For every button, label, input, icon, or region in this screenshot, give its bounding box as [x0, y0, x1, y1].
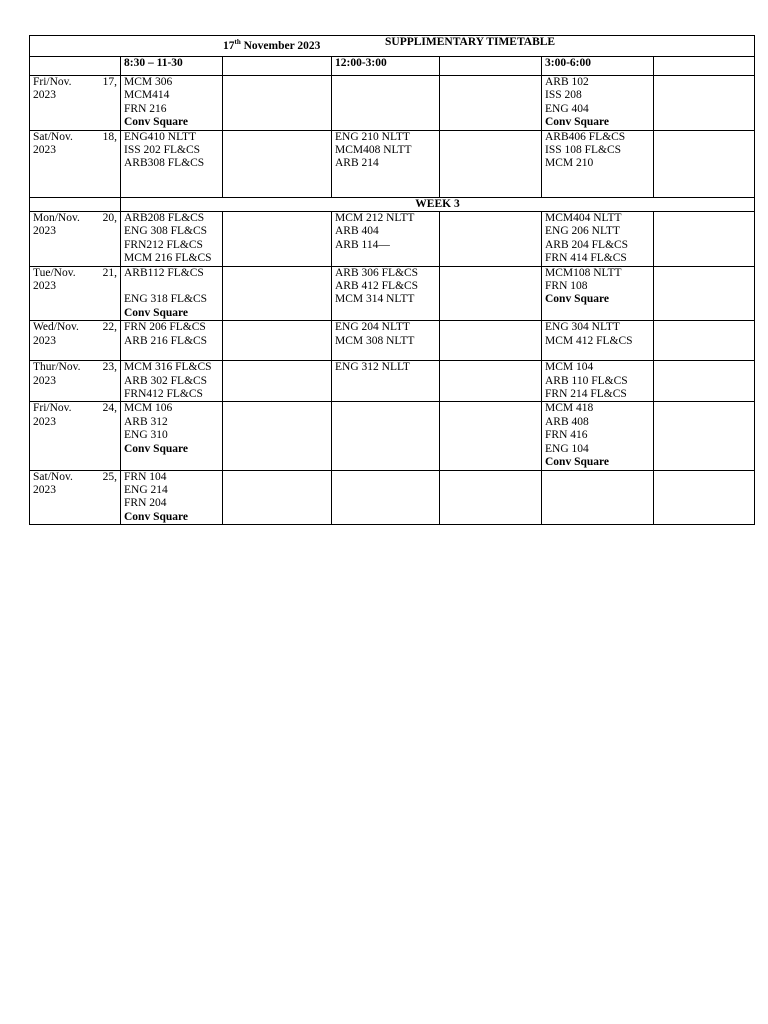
- morning-cell: [121, 470, 223, 525]
- course-line: FRN 416: [545, 429, 588, 442]
- course-line: FRN 206 FL&CS: [124, 321, 206, 334]
- day-date: 17,: [102, 76, 117, 88]
- table-row: [30, 361, 755, 402]
- blank-cell: [440, 76, 542, 131]
- course-line: ENG 104: [545, 442, 589, 455]
- course-line: ENG 308 FL&CS: [124, 225, 208, 238]
- morning-cell: [121, 361, 223, 402]
- table-row: [30, 212, 755, 267]
- day-year: 2023: [33, 334, 56, 347]
- course-line: FRN 204: [124, 497, 167, 510]
- day-date: 25,: [102, 470, 117, 483]
- blank-cell: [223, 361, 332, 402]
- blank-cell: [654, 402, 755, 470]
- course-line: Conv Square: [124, 442, 189, 455]
- table-row: [30, 402, 755, 470]
- day-date: 21,: [102, 266, 117, 279]
- course-line: ENG 404: [545, 102, 589, 115]
- afternoon-cell: [332, 212, 440, 267]
- evening-cell: [542, 361, 654, 402]
- day-cell: [30, 402, 121, 470]
- table-row: [30, 321, 755, 361]
- course-line: ENG 204 NLTT: [335, 321, 410, 334]
- course-line: ARB 408: [545, 415, 589, 428]
- title-name: SUPPLIMENTARY TIMETABLE: [385, 36, 556, 48]
- day-date: 24,: [102, 402, 117, 415]
- course-line: ARB 204 FL&CS: [545, 238, 629, 251]
- day-cell: [30, 266, 121, 321]
- course-line: ENG410 NLTT: [124, 130, 197, 143]
- header-morning: 8:30 – 11-30: [121, 57, 223, 76]
- course-line: MCM 306: [124, 76, 173, 88]
- course-line: Conv Square: [545, 456, 610, 469]
- day-cell: [30, 212, 121, 267]
- afternoon-cell: [332, 130, 440, 197]
- evening-cell: [542, 266, 654, 321]
- day-year: 2023: [33, 144, 56, 157]
- course-line: MCM414: [124, 89, 170, 102]
- day-year: 2023: [33, 89, 56, 102]
- day-name: Mon/Nov.: [33, 212, 80, 225]
- day-name: Sat/Nov.: [33, 130, 73, 143]
- day-year: 2023: [33, 415, 56, 428]
- blank-cell: [223, 321, 332, 361]
- blank-cell: [223, 402, 332, 470]
- day-year: 2023: [33, 225, 56, 238]
- course-line: MCM 106: [124, 402, 173, 415]
- day-year: 2023: [33, 483, 56, 496]
- course-line: ARB406 FL&CS: [545, 130, 626, 143]
- course-line: FRN 108: [545, 280, 588, 293]
- day-date: 18,: [102, 130, 117, 143]
- day-year: 2023: [33, 374, 56, 387]
- morning-cell: [121, 130, 223, 197]
- blank-cell: [30, 197, 121, 211]
- blank-cell: [440, 402, 542, 470]
- course-line: ISS 108 FL&CS: [545, 144, 622, 157]
- course-line: ENG 318 FL&CS: [124, 293, 208, 306]
- course-line: Conv Square: [545, 293, 610, 306]
- week-row: [30, 197, 755, 211]
- course-line: MCM 212 NLTT: [335, 212, 415, 225]
- title-date: 17th November 2023: [223, 38, 321, 52]
- course-line: ARB 110 FL&CS: [545, 374, 628, 387]
- table-row: [30, 130, 755, 197]
- course-line: ARB 302 FL&CS: [124, 374, 208, 387]
- morning-cell: [121, 321, 223, 361]
- morning-cell: [121, 402, 223, 470]
- header-blank: [30, 57, 121, 76]
- blank-cell: [223, 212, 332, 267]
- header-blank: [654, 57, 755, 76]
- blank-cell: [654, 130, 755, 197]
- day-date: 23,: [102, 361, 117, 374]
- day-name: Tue/Nov.: [33, 266, 76, 279]
- day-cell: [30, 470, 121, 525]
- course-line: ISS 208: [545, 89, 582, 102]
- day-cell: [30, 130, 121, 197]
- course-line: ARB112 FL&CS: [124, 266, 204, 279]
- course-line: Conv Square: [124, 116, 189, 129]
- course-line: ARB 214: [335, 157, 379, 170]
- header-afternoon: 12:00-3:00: [332, 57, 440, 76]
- course-line: MCM408 NLTT: [335, 144, 412, 157]
- evening-cell: [542, 212, 654, 267]
- blank-cell: [223, 470, 332, 525]
- blank-cell: [654, 321, 755, 361]
- evening-cell: [542, 402, 654, 470]
- blank-cell: [223, 130, 332, 197]
- blank-cell: [223, 266, 332, 321]
- afternoon-cell: [332, 470, 440, 525]
- afternoon-cell: [332, 361, 440, 402]
- evening-cell: [542, 321, 654, 361]
- day-cell: [30, 76, 121, 131]
- course-line: MCM 314 NLTT: [335, 293, 415, 306]
- course-line: MCM108 NLTT: [545, 266, 622, 279]
- course-line: ENG 210 NLTT: [335, 130, 410, 143]
- blank-cell: [440, 266, 542, 321]
- blank-cell: [440, 130, 542, 197]
- day-name: Fri/Nov.: [33, 76, 72, 88]
- day-date: 22,: [102, 321, 117, 334]
- day-name: Wed/Nov.: [33, 321, 79, 334]
- course-line: ARB 306 FL&CS: [335, 266, 419, 279]
- header-blank: [223, 57, 332, 76]
- afternoon-cell: [332, 266, 440, 321]
- course-line: FRN 216: [124, 102, 167, 115]
- table-row: [30, 76, 755, 131]
- course-line: MCM 216 FL&CS: [124, 252, 212, 265]
- course-line: Conv Square: [124, 510, 189, 523]
- course-line: MCM 418: [545, 402, 594, 415]
- week-label: WEEK 3: [121, 197, 755, 211]
- header-evening: 3:00-6:00: [542, 57, 654, 76]
- day-cell: [30, 361, 121, 402]
- course-line: MCM 308 NLTT: [335, 334, 415, 347]
- morning-cell: [121, 212, 223, 267]
- course-line: FRN412 FL&CS: [124, 388, 203, 401]
- blank-cell: [654, 361, 755, 402]
- day-name: Sat/Nov.: [33, 470, 73, 483]
- course-line: ARB 102: [545, 76, 589, 88]
- evening-cell: [542, 76, 654, 131]
- course-line: MCM404 NLTT: [545, 212, 622, 225]
- evening-cell: [542, 470, 654, 525]
- blank-cell: [440, 321, 542, 361]
- blank-cell: [654, 266, 755, 321]
- course-line: ARB 412 FL&CS: [335, 280, 419, 293]
- morning-cell: [121, 266, 223, 321]
- course-line: ENG 214: [124, 483, 168, 496]
- table-row: [30, 470, 755, 525]
- course-line: ENG 310: [124, 429, 168, 442]
- afternoon-cell: [332, 321, 440, 361]
- course-line: ARB 312: [124, 415, 168, 428]
- course-line: MCM 210: [545, 157, 594, 170]
- course-line: Conv Square: [545, 116, 610, 129]
- course-line: Conv Square: [124, 306, 189, 319]
- course-line: FRN 104: [124, 470, 167, 483]
- course-line: [124, 280, 219, 293]
- timetable: [29, 35, 755, 525]
- blank-cell: [440, 361, 542, 402]
- header-blank: [440, 57, 542, 76]
- course-line: MCM 316 FL&CS: [124, 361, 212, 374]
- course-line: ENG 304 NLTT: [545, 321, 620, 334]
- course-line: MCM 104: [545, 361, 594, 374]
- day-name: Thur/Nov.: [33, 361, 81, 374]
- header-row: [30, 57, 755, 76]
- day-name: Fri/Nov.: [33, 402, 72, 415]
- course-line: ARB 114—: [335, 238, 390, 251]
- course-line: FRN212 FL&CS: [124, 238, 203, 251]
- blank-cell: [440, 470, 542, 525]
- course-line: ARB 216 FL&CS: [124, 334, 208, 347]
- course-line: ARB208 FL&CS: [124, 212, 205, 225]
- blank-cell: [440, 212, 542, 267]
- course-line: MCM 412 FL&CS: [545, 334, 633, 347]
- blank-cell: [654, 76, 755, 131]
- day-date: 20,: [102, 212, 117, 225]
- course-line: ARB308 FL&CS: [124, 157, 205, 170]
- course-line: ENG 206 NLTT: [545, 225, 620, 238]
- day-year: 2023: [33, 280, 56, 293]
- course-line: ENG 312 NLLT: [335, 361, 410, 374]
- table-row: [30, 266, 755, 321]
- evening-cell: [542, 130, 654, 197]
- course-line: ARB 404: [335, 225, 379, 238]
- blank-cell: [654, 470, 755, 525]
- course-line: FRN 214 FL&CS: [545, 388, 627, 401]
- blank-cell: [223, 76, 332, 131]
- course-line: ISS 202 FL&CS: [124, 144, 201, 157]
- course-line: FRN 414 FL&CS: [545, 252, 627, 265]
- day-cell: [30, 321, 121, 361]
- afternoon-cell: [332, 402, 440, 470]
- morning-cell: [121, 76, 223, 131]
- afternoon-cell: [332, 76, 440, 131]
- blank-cell: [654, 212, 755, 267]
- title-row: [30, 36, 755, 57]
